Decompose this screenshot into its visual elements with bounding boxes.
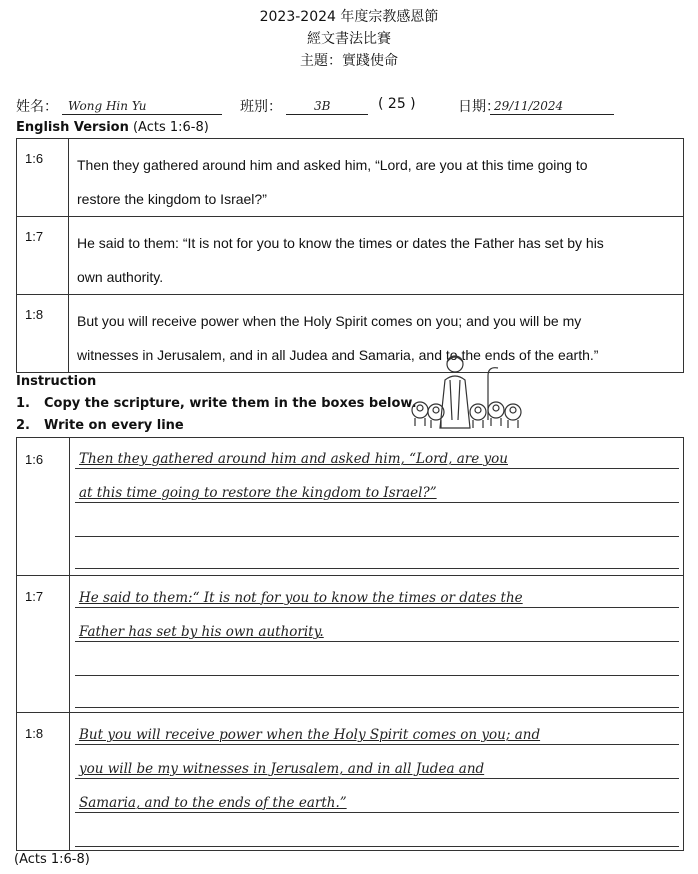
handwriting-box xyxy=(16,437,684,851)
handwriting-row xyxy=(17,575,683,713)
handwritten-text: Then they gathered around him and asked him, “Lord, are you xyxy=(79,451,508,467)
verse-line: But you will receive power when the Holy Spirit comes on you; and you will be my xyxy=(77,313,582,329)
verse-ref: 1:6 xyxy=(17,139,69,217)
writing-line[interactable] xyxy=(75,581,679,608)
english-version-ref: (Acts 1:6-8) xyxy=(132,120,209,135)
verse-text xyxy=(69,139,684,217)
handwritten-text: Father has set by his own authority. xyxy=(79,624,324,640)
verse-ref: 1:7 xyxy=(17,217,69,295)
event-title: 2023-2024 年度宗教感恩節 xyxy=(259,9,439,25)
verse-line: He said to them: “It is not for you to know the times or dates the Father has set by his xyxy=(77,235,604,251)
verse-ref: 1:8 xyxy=(17,295,69,373)
instruction-number: 2. xyxy=(16,418,30,433)
verse-line: restore the kingdom to Israel?” xyxy=(77,191,267,207)
row-divider xyxy=(69,575,70,712)
verse-line: witnesses in Jerusalem, and in all Judea and Samaria, and to the ends of the earth.” xyxy=(77,347,599,363)
writing-line[interactable] xyxy=(75,786,679,813)
footer-reference: (Acts 1:6-8) xyxy=(14,852,90,867)
verse-line: Then they gathered around him and asked him, “Lord, are you at this time going to xyxy=(77,157,588,173)
name-label: 姓名： xyxy=(16,99,58,115)
shepherd-with-sheep-icon xyxy=(408,350,526,434)
handwritten-text: you will be my witnesses in Jerusalem, and in all Judea and xyxy=(79,761,485,777)
verse-ref: 1:8 xyxy=(25,726,44,741)
class-number: ( 25 ) xyxy=(378,96,416,112)
verse-row xyxy=(17,139,684,217)
student-info-row xyxy=(16,96,696,118)
date-label: 日期： xyxy=(458,99,500,115)
date-field[interactable] xyxy=(490,96,614,115)
writing-line[interactable] xyxy=(75,820,679,847)
verse-text xyxy=(69,217,684,295)
writing-line[interactable] xyxy=(75,615,679,642)
instruction-item xyxy=(16,396,417,411)
instruction-number: 1. xyxy=(16,396,30,411)
verse-ref: 1:6 xyxy=(25,452,44,467)
english-verses-table xyxy=(16,138,684,373)
class-field[interactable] xyxy=(286,96,368,115)
english-version-title xyxy=(16,120,209,135)
verse-text xyxy=(69,295,684,373)
writing-line[interactable] xyxy=(75,681,679,708)
writing-line[interactable] xyxy=(75,542,679,569)
handwritten-text: Samaria, and to the ends of the earth.” xyxy=(79,795,347,811)
handwritten-text: But you will receive power when the Holy Spirit comes on you; and xyxy=(79,727,541,743)
competition-title: 經文書法比賽 xyxy=(307,31,391,47)
row-divider xyxy=(69,438,70,575)
verse-line: own authority. xyxy=(77,269,164,285)
instruction-text: Write on every line xyxy=(44,418,184,433)
writing-line[interactable] xyxy=(75,718,679,745)
handwritten-text: at this time going to restore the kingdom to Israel?” xyxy=(79,485,437,501)
name-field[interactable] xyxy=(62,96,222,115)
writing-line[interactable] xyxy=(75,476,679,503)
verse-row xyxy=(17,217,684,295)
verse-row xyxy=(17,295,684,373)
writing-line[interactable] xyxy=(75,649,679,676)
writing-line[interactable] xyxy=(75,510,679,537)
handwritten-text: He said to them:“ It is not for you to know the times or dates the xyxy=(79,590,523,606)
date-value: 29/11/2024 xyxy=(494,99,564,113)
verse-ref: 1:7 xyxy=(25,589,44,604)
handwriting-row xyxy=(17,438,683,576)
name-value: Wong Hin Yu xyxy=(68,99,147,113)
english-version-label: English Version xyxy=(16,120,129,135)
instruction-title: Instruction xyxy=(16,374,97,389)
handwriting-row xyxy=(17,712,683,850)
class-label: 班別： xyxy=(240,99,282,115)
writing-line[interactable] xyxy=(75,752,679,779)
instruction-text: Copy the scripture, write them in the boxes below. xyxy=(44,396,417,411)
row-divider xyxy=(69,712,70,850)
theme-title: 主題：實踐使命 xyxy=(300,53,398,69)
class-value: 3B xyxy=(314,99,331,113)
writing-line[interactable] xyxy=(75,442,679,469)
instruction-item xyxy=(16,418,184,433)
